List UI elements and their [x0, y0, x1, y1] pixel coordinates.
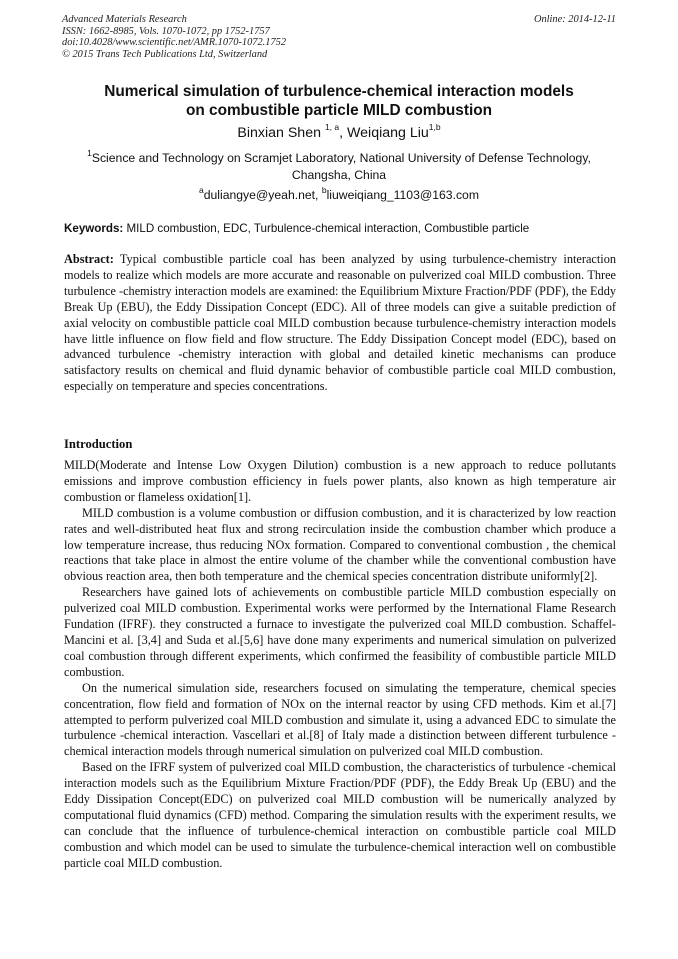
- intro-paragraph-2: MILD combustion is a volume combustion or diffusion combustion, and it is characterized by low reaction rates and well-distributed heat flux and strong recirculation inside the combustion chamber which produce a low temperature increase, thus reducing NOx formation. Compared to conventional combustion , the chemical reactions that take place in almost the entire volume of the chamber while the conventional combustion have obvious reaction area, then both temperature and the chemical species concentration distribute uniformly[2].: [64, 505, 616, 584]
- doi-line: doi:10.4028/www.scientific.net/AMR.1070-1072.1752: [62, 37, 287, 49]
- author-2-name: Weiqiang Liu: [347, 125, 429, 141]
- issn-line: ISSN: 1662-8985, Vols. 1070-1072, pp 1752-1757: [62, 25, 270, 37]
- intro-paragraph-5: Based on the IFRF system of pulverized coal MILD combustion, the characteristics of turbulence -chemical interaction models such as the Equilibrium Mixture Fraction/PDF (PDF), the Eddy Break Up (EBU) and the Eddy Dissipation Concept(EDC) on pulverized coal MILD combustion will be numerically analyzed by computational fluid dynamics (CFD) method. Comparing the simulation results with the experiment results, we can conclude that the influence of turbulence-chemical interaction on combustible particle coal MILD combustion and which model can be used to simulate the turbulence-chemical interaction well on combustible particle coal MILD combustion.: [64, 760, 616, 870]
- email-a-mark: a: [199, 184, 204, 195]
- intro-paragraph-3: Researchers have gained lots of achievements on combustible particle MILD combustion especially on pulverized coal MILD combustion. Experimental works were performed by the International Flame Research Fundation (IFRF). they constructed a furnace to investigate the pulverized coal MILD combustion. Schaffel-Mancini et al. [3,4] and Suda et al.[5,6] have done many experiments and numerical simulation on pulverized coal combustion through different experiments, which confirmed the feasibility of combustible particle MILD combustion.: [64, 585, 616, 679]
- email-b-mark: b: [321, 184, 327, 195]
- introduction-heading: Introduction: [64, 437, 133, 451]
- title-line-2: on combustible particle MILD combustion: [185, 102, 493, 119]
- author-emails: [60, 184, 618, 203]
- intro-paragraph-4: On the numerical simulation side, researchers focused on simulating the temperature, chemical species concentration, flow field and formation of NOx on the internal reactor by using CFD methods. Kim et al.[7] attempted to perform pulverized coal MILD combustion and simulate it, using a advanced EDC to simulate the turbulence -chemical interaction. Vascellari et al.[8] of Italy made a distinction between different turbulence -chemical interaction models through numerical simulation on pulverized coal MILD combustion.: [64, 680, 616, 759]
- author-list: [60, 124, 618, 142]
- abstract-label: Abstract:: [64, 252, 114, 266]
- email-b-link[interactable]: liuweiqiang_1103@163.com: [326, 188, 479, 202]
- abstract-text: Typical combustible particle coal has been analyzed by using turbulence-chemistry interaction models to realize which models are more accurate and reasonable on pulverized coal MILD combustion. Three turbulence -chemistry interaction models are examined: the Equilibrium Mixture Fraction/PDF (PDF), the Eddy Break Up (EBU), the Eddy Dissipation Concept (EDC). All of three models can give a suitable prediction of axial velocity on combustible patticle coal MILD combustion because turbulence-chemistry interaction models have little influence on flow field and flow structure. The Eddy Dissipation Concept model (EDC), based on advanced turbulence -chemistry interaction with global and detailed kinetic mechanisms can produce satisfactory results on chemical and fluid dynamic behavior of combustible particle coal MILD combustion, especially on temperature and species concentrations.: [64, 252, 616, 394]
- author-separator: ,: [339, 125, 344, 141]
- title-line-1: Numerical simulation of turbulence-chemical interaction models: [104, 83, 574, 100]
- keywords-section: [64, 221, 616, 236]
- author-1-affiliation-mark: 1, a: [324, 122, 340, 133]
- affiliation-line-2: Changsha, China: [291, 167, 387, 182]
- affiliation-line-1: Science and Technology on Scramjet Laboratory, National University of Defense Technology,: [91, 151, 591, 165]
- journal-name: Advanced Materials Research: [62, 14, 187, 25]
- keywords-text: MILD combustion, EDC, Turbulence-chemical interaction, Combustible particle: [126, 222, 530, 235]
- affiliation-mark: 1: [87, 147, 92, 158]
- email-a-link[interactable]: duliangye@yeah.net,: [203, 188, 319, 202]
- author-1-name: Binxian Shen: [237, 125, 321, 141]
- journal-header: [62, 14, 616, 60]
- intro-paragraph-1: MILD(Moderate and Intense Low Oxygen Dilution) combustion is a new approach to reduce pollutants emissions and improve combustion efficiency in fuels power plants, also known as high temperature air combustion or flameless oxidation[1].: [64, 458, 616, 504]
- author-2-affiliation-mark: 1,b: [428, 122, 441, 133]
- online-date: Online: 2014-12-11: [533, 14, 616, 25]
- keywords-label: Keywords:: [64, 222, 124, 235]
- affiliation: [70, 147, 608, 183]
- introduction-body: [64, 458, 616, 872]
- abstract-section: [64, 252, 616, 395]
- copyright-line: © 2015 Trans Tech Publications Ltd, Switzerland: [62, 48, 268, 60]
- paper-title: [60, 82, 618, 120]
